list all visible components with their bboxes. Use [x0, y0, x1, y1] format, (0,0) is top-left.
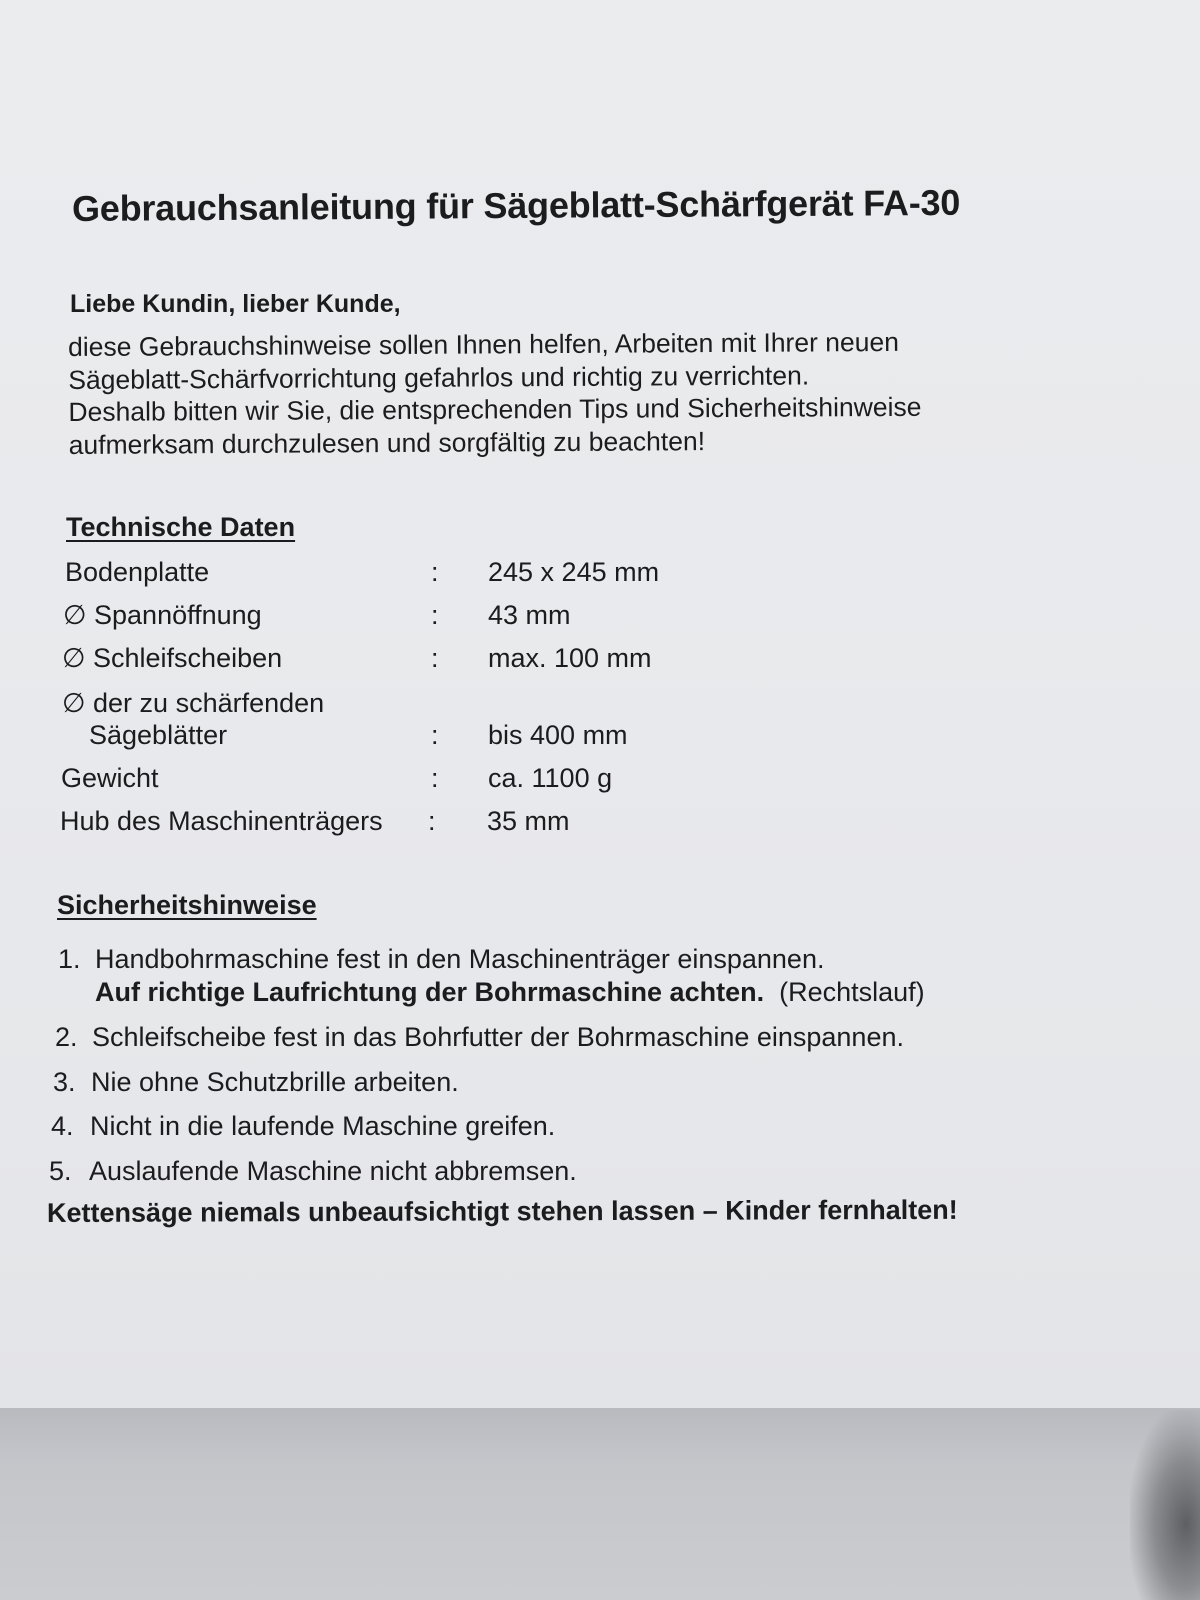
spec-value: bis 400 mm — [488, 720, 628, 750]
list-number: 4. — [51, 1111, 74, 1141]
safety-text: Nicht in die laufende Maschine greifen. — [90, 1111, 556, 1141]
safety-warning: Kettensäge niemals unbeaufsichtigt stehen lassen – Kinder fernhalten! — [46, 1194, 958, 1228]
spec-value: ca. 1100 g — [488, 763, 613, 793]
spec-value: 35 mm — [487, 806, 570, 836]
safety-text: Auslaufende Maschine nicht abbremsen. — [89, 1156, 577, 1186]
spec-label: Hub des Maschinenträgers — [60, 806, 383, 836]
list-number: 1. — [58, 944, 81, 974]
intro-paragraph — [68, 325, 1129, 461]
safety-text: Handbohrmaschine fest in den Maschinenträger einspannen. — [95, 944, 825, 974]
list-number: 2. — [55, 1022, 78, 1052]
intro-line: aufmerksam durchzulesen und sorgfältig zu beachten! — [68, 425, 706, 460]
spec-label: Bodenplatte — [65, 557, 210, 587]
safety-text: Schleifscheibe fest in das Bohrfutter der Bohrmaschine einspannen. — [92, 1022, 904, 1052]
spec-label: ∅ Spannöffnung — [63, 600, 262, 630]
greeting: Liebe Kundin, lieber Kunde, — [70, 290, 401, 318]
safety-heading: Sicherheitshinweise — [57, 890, 317, 920]
spec-separator: : — [431, 600, 439, 630]
spec-separator: : — [431, 720, 439, 750]
spec-value: 43 mm — [488, 600, 571, 630]
spec-separator: : — [428, 806, 436, 836]
spec-separator: : — [431, 763, 439, 793]
list-number: 3. — [53, 1067, 76, 1097]
spec-separator: : — [431, 557, 439, 587]
spec-label: ∅ der zu schärfenden — [62, 688, 325, 718]
intro-line: Deshalb bitten wir Sie, die entsprechenden Tips und Sicherheitshinweise — [68, 391, 922, 427]
safety-emphasis: Auf richtige Laufrichtung der Bohrmaschine achten. — [95, 977, 765, 1007]
spec-value: max. 100 mm — [488, 643, 652, 673]
list-number: 5. — [49, 1156, 72, 1186]
intro-line: diese Gebrauchshinweise sollen Ihnen helfen, Arbeiten mit Ihrer neuen — [68, 326, 900, 362]
safety-note: (Rechtslauf) — [779, 977, 925, 1007]
spec-label: Gewicht — [61, 763, 159, 793]
intro-line: Sägeblatt-Schärfvorrichtung gefahrlos und richtig zu verrichten. — [68, 359, 810, 395]
background-object — [1130, 1410, 1200, 1600]
technical-data-heading: Technische Daten — [66, 512, 296, 542]
spec-separator: : — [431, 643, 439, 673]
document-title: Gebrauchsanleitung für Sägeblatt-Schärfgerät FA-30 — [71, 181, 961, 229]
spec-label: ∅ Schleifscheiben — [62, 643, 283, 673]
safety-emphasis-line — [95, 976, 925, 1009]
spec-label: Sägeblätter — [89, 720, 228, 750]
safety-text: Nie ohne Schutzbrille arbeiten. — [91, 1067, 459, 1097]
background-surface — [0, 1408, 1200, 1600]
spec-value: 245 x 245 mm — [488, 557, 660, 587]
